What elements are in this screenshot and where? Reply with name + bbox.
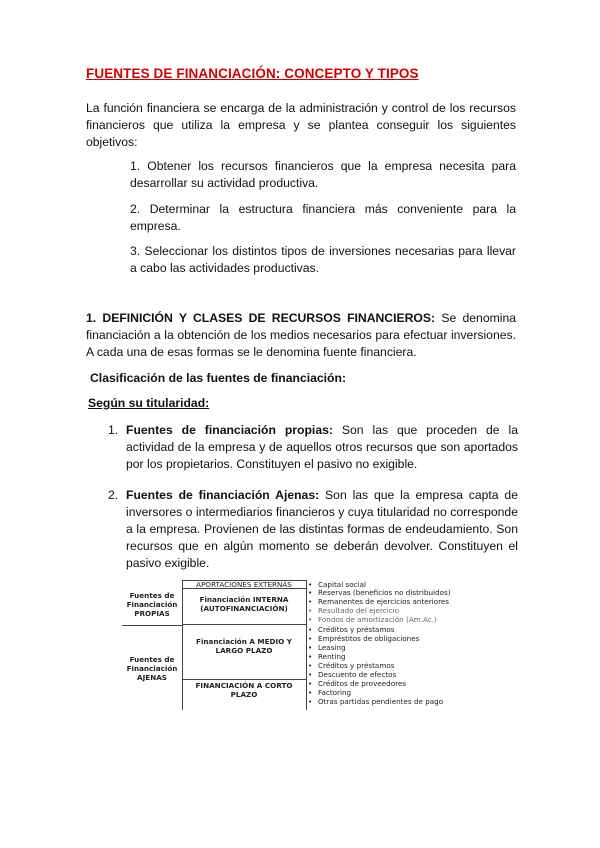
definition-text: Se denomina financiación a la obtención de los medios necesarios para efectuar inversiones. A cada una de esas formas se le denomina fuente financiera.	[86, 311, 517, 359]
titularidad-heading: Según su titularidad:	[88, 396, 210, 410]
list-item-text	[126, 422, 518, 473]
table-item: • Descuento de efectos	[308, 670, 397, 679]
table-item: • Capital social	[308, 580, 366, 589]
table-item: • Créditos y préstamos	[308, 661, 395, 670]
row-header-ajenas: Fuentes de Financiación AJENAS	[126, 655, 178, 682]
objective-1: 1. Obtener los recursos financieros que la empresa necesita para desarrollar su actividad productiva.	[130, 159, 516, 190]
list-item-description: Son las que proceden de la actividad de la empresa y de aquellos otros recursos que son aportados por los propietarios. Constituyen el pasivo no exigible.	[126, 423, 518, 471]
list-number: 1.	[108, 423, 119, 437]
objective-2: 2. Determinar la estructura financiera más conveniente para la empresa.	[130, 202, 516, 233]
table-item: • Renting	[308, 652, 346, 661]
classification-heading: Clasificación de las fuentes de financiación:	[90, 371, 347, 385]
list-item-text	[126, 487, 518, 572]
group-corto-plazo: FINANCIACIÓN A CORTO PLAZO	[195, 681, 293, 699]
table-rule	[306, 580, 307, 710]
objective-3: 3. Seleccionar los distintos tipos de inversiones necesarias para llevar a cabo las actividades productivas.	[130, 244, 516, 275]
table-rule	[122, 625, 182, 626]
table-item: • Leasing	[308, 643, 346, 652]
table-item: • Fondos de amortización (Am.Ac.)	[308, 615, 437, 624]
intro-paragraph: La función financiera se encarga de la administración y control de los recursos financieros que utiliza la empresa y se plantea conseguir los siguientes objetivos:	[86, 101, 516, 149]
table-item: • Créditos y préstamos	[308, 625, 395, 634]
table-rule	[182, 580, 183, 710]
table-item: • Empréstitos de obligaciones	[308, 634, 420, 643]
group-interna: Financiación INTERNA (AUTOFINANCIACIÓN)	[199, 595, 289, 613]
table-rule	[182, 624, 306, 625]
financing-sources-table	[122, 575, 522, 715]
list-item-description: Son las que la empresa capta de inversores o intermediarios financieros y cuya titularidad no corresponde a la empresa. Provienen de las distintas formas de endeudamiento. Son recursos que en algún momento se deberán devolver. Constituyen el pasivo exigible.	[126, 488, 518, 570]
list-item-term: Fuentes de financiación Ajenas:	[126, 488, 320, 502]
table-item: • Remanentes de ejercicios anteriores	[308, 597, 450, 606]
table-item: • Otras partidas pendientes de pago	[308, 697, 444, 706]
table-item: • Créditos de proveedores	[308, 679, 407, 688]
table-item: • Factoring	[308, 688, 352, 697]
table-item: • Resultado del ejercicio	[308, 606, 400, 615]
table-item: • Reservas (beneficios no distribuidos)	[308, 588, 451, 597]
group-aportaciones: APORTACIONES EXTERNAS	[196, 580, 292, 589]
table-rule	[182, 679, 306, 680]
group-medio-largo: Financiación A MEDIO Y LARGO PLAZO	[196, 637, 292, 655]
definition-paragraph	[86, 310, 516, 361]
list-number: 2.	[108, 488, 119, 502]
list-item-term: Fuentes de financiación propias:	[126, 423, 333, 437]
definition-heading: 1. DEFINICIÓN Y CLASES DE RECURSOS FINANCIEROS:	[86, 311, 436, 325]
row-header-propias: Fuentes de Financiación PROPIAS	[126, 591, 178, 618]
document-title: FUENTES DE FINANCIACIÓN: CONCEPTO Y TIPOS	[86, 66, 419, 81]
